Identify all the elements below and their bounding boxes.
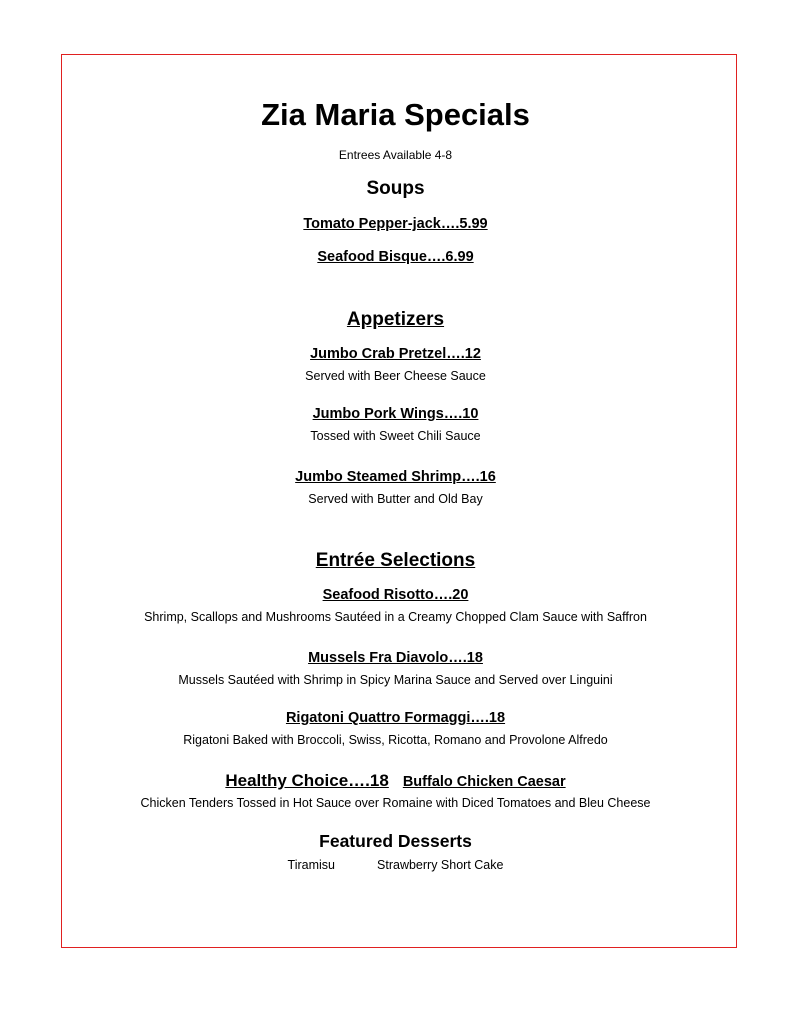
entree-desc-mussels: Mussels Sautéed with Shrimp in Spicy Marina Sauce and Served over Linguini — [178, 673, 613, 687]
dessert-item-shortcake: Strawberry Short Cake — [377, 858, 504, 872]
healthy-choice-line — [0, 771, 791, 791]
healthy-choice-desc: Chicken Tenders Tossed in Hot Sauce over Romaine with Diced Tomatoes and Bleu Cheese — [140, 796, 651, 810]
appetizer-desc-pretzel: Served with Beer Cheese Sauce — [305, 369, 486, 383]
menu-title: Zia Maria Specials — [261, 97, 530, 132]
appetizer-item-pretzel: Jumbo Crab Pretzel….12 — [310, 346, 481, 362]
soup-item-bisque: Seafood Bisque….6.99 — [317, 249, 474, 265]
entree-item-rigatoni: Rigatoni Quattro Formaggi….18 — [285, 710, 506, 726]
entree-desc-rigatoni: Rigatoni Baked with Broccoli, Swiss, Ricotta, Romano and Provolone Alfredo — [183, 733, 608, 747]
soup-item-tomato: Tomato Pepper-jack….5.99 — [303, 216, 488, 232]
soups-heading: Soups — [366, 178, 425, 199]
appetizer-item-shrimp: Jumbo Steamed Shrimp….16 — [295, 469, 496, 485]
desserts-list — [0, 856, 791, 874]
entree-item-mussels: Mussels Fra Diavolo….18 — [308, 650, 483, 666]
appetizers-heading: Appetizers — [346, 309, 445, 330]
entree-item-risotto: Seafood Risotto….20 — [322, 587, 469, 603]
appetizer-desc-wings: Tossed with Sweet Chili Sauce — [310, 429, 481, 443]
menu-subtitle: Entrees Available 4-8 — [338, 148, 453, 162]
healthy-choice-price: Healthy Choice….18 — [225, 771, 389, 790]
dessert-item-tiramisu: Tiramisu — [287, 858, 336, 872]
healthy-choice-dish: Buffalo Chicken Caesar — [402, 774, 566, 790]
entrees-heading: Entrée Selections — [315, 550, 476, 571]
desserts-heading: Featured Desserts — [319, 831, 472, 851]
entree-desc-risotto: Shrimp, Scallops and Mushrooms Sautéed in a Creamy Chopped Clam Sauce with Saffron — [144, 610, 647, 624]
appetizer-desc-shrimp: Served with Butter and Old Bay — [308, 492, 483, 506]
appetizer-item-wings: Jumbo Pork Wings….10 — [312, 406, 479, 422]
